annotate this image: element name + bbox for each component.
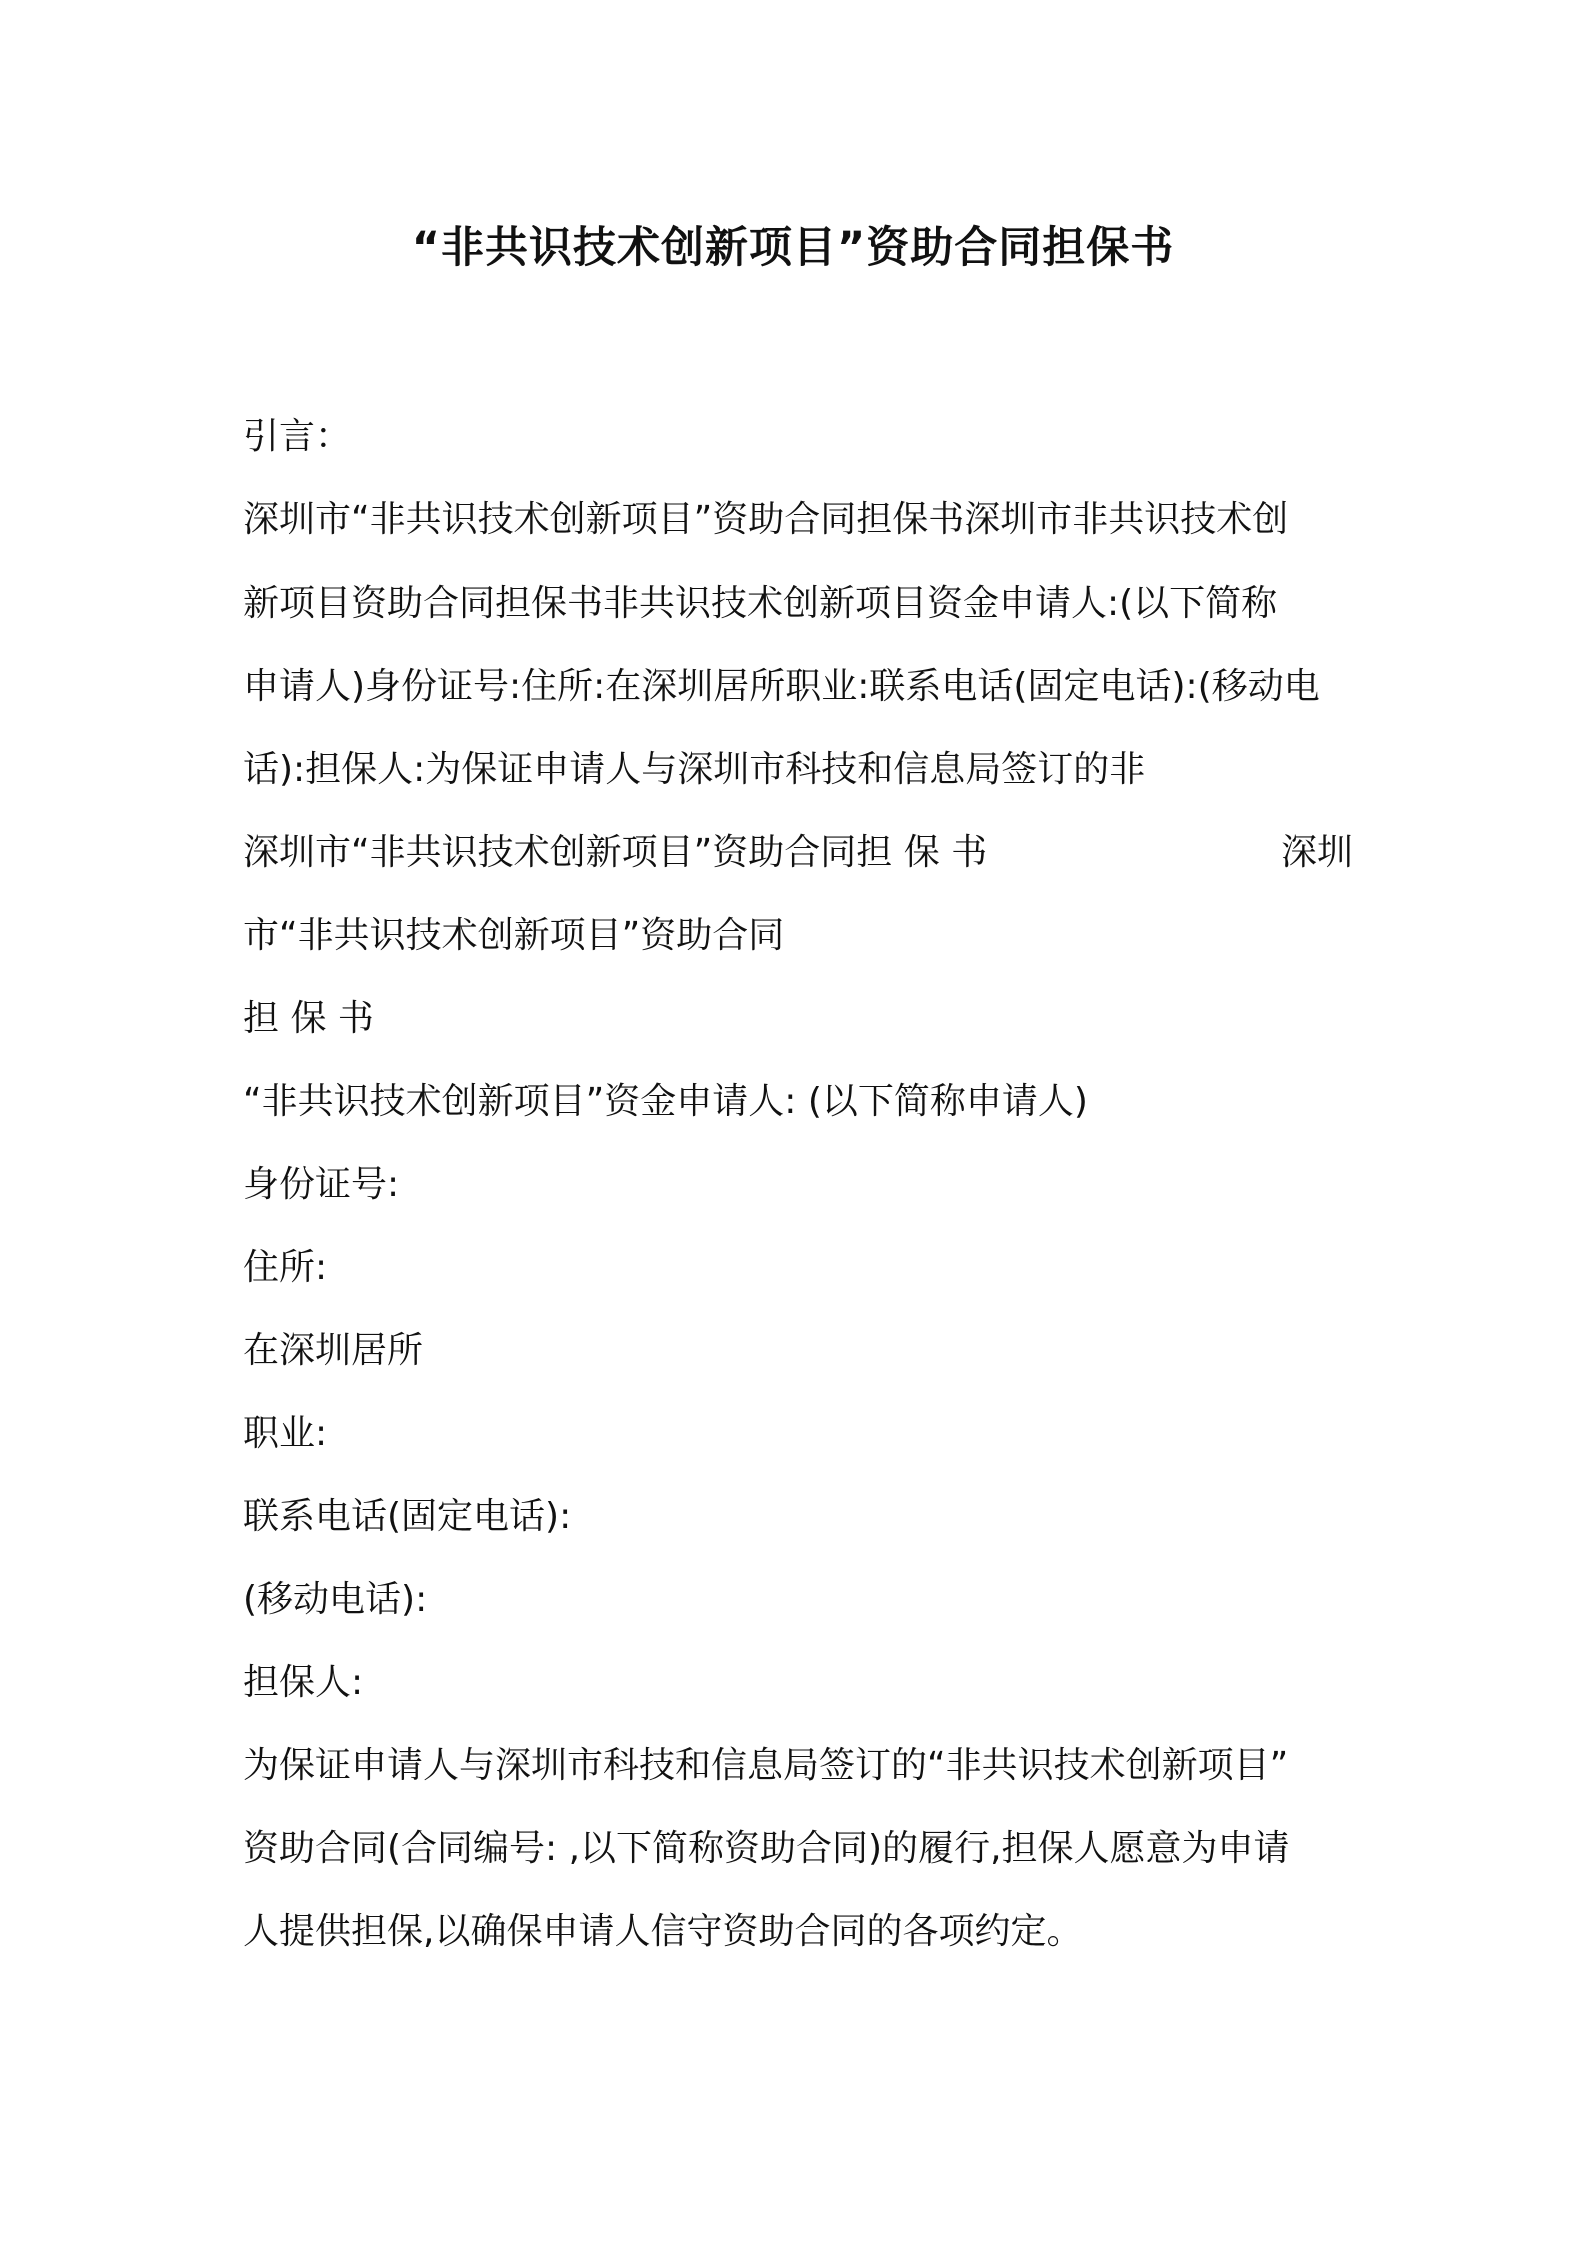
intro-line: 申请人)身份证号:住所:在深圳居所职业:联系电话(固定电话):(移动电	[243, 666, 1320, 707]
occupation-label: 职业:	[243, 1413, 328, 1454]
phone-mobile-label: (移动电话):	[243, 1579, 428, 1620]
address-label: 住所:	[243, 1247, 328, 1288]
document-title: “非共识技术创新项目”资助合同担保书	[411, 223, 1175, 273]
intro-line: 深圳市“非共识技术创新项目”资助合同担保书深圳市非共识技术创	[243, 499, 1289, 540]
closing-line: 资助合同(合同编号: ,以下简称资助合同)的履行,担保人愿意为申请	[243, 1828, 1290, 1869]
phone-fixed-label: 联系电话(固定电话):	[243, 1496, 572, 1537]
heading-line-3: 担 保 书	[243, 998, 374, 1039]
heading-line-1	[243, 829, 1353, 877]
guarantor-label: 担保人:	[243, 1662, 364, 1703]
intro-line: 话):担保人:为保证申请人与深圳市科技和信息局签订的非	[243, 749, 1146, 790]
id-number-label: 身份证号:	[243, 1164, 400, 1205]
intro-label: 引言：	[243, 416, 352, 457]
heading-line-2: 市“非共识技术创新项目”资助合同	[243, 915, 785, 956]
applicant-label: “非共识技术创新项目”资金申请人: (以下简称申请人)	[243, 1081, 1088, 1122]
intro-line: 新项目资助合同担保书非共识技术创新项目资金申请人:(以下简称	[243, 583, 1278, 624]
heading-line-1-left: 深圳市“非共识技术创新项目”资助合同担 保 书	[243, 832, 988, 873]
heading-line-1-right: 深圳	[1280, 832, 1353, 873]
closing-line: 人提供担保,以确保申请人信守资助合同的各项约定。	[243, 1911, 1083, 1952]
closing-line: 为保证申请人与深圳市科技和信息局签订的“非共识技术创新项目”	[243, 1745, 1289, 1786]
residence-label: 在深圳居所	[243, 1330, 424, 1371]
